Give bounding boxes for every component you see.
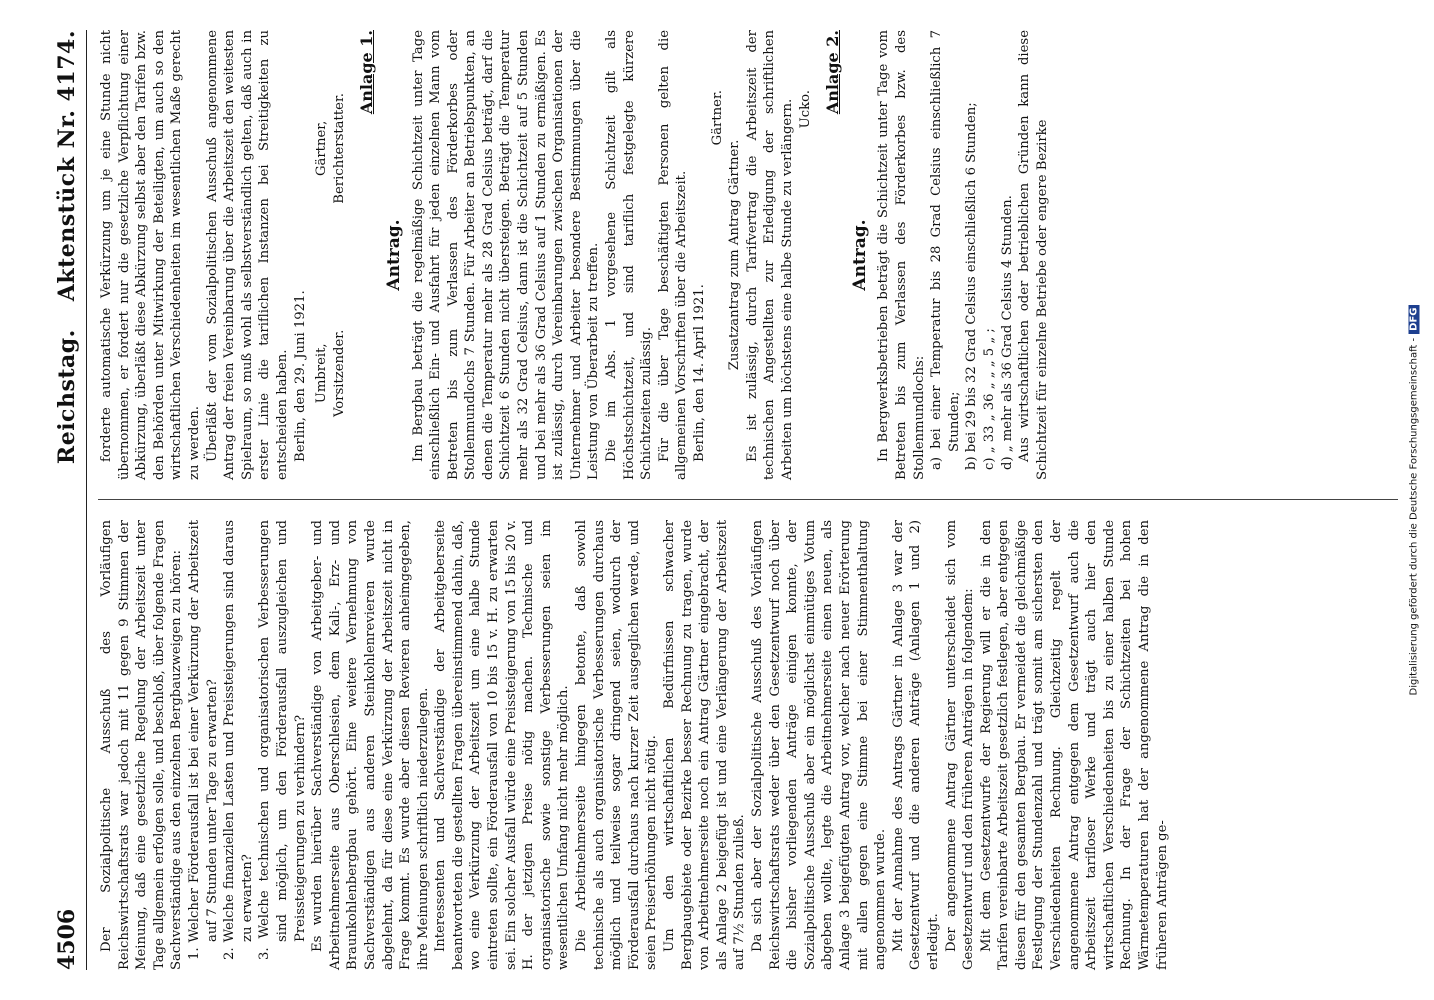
paragraph: Die Arbeitnehmerseite hingegen betonte, daß sowohl technische als auch organisatorische Verbesserungen durchaus möglich und teilweise sogar dringend seien, wodurch der Förderausfall durchaus nach kurzer Zeit ausgeglichen werde, und seien Preiserhöhungen nicht nötig. [574,520,660,970]
credit-text: Digitalisierung gefördert durch die Deutsche Forschungsgemeinschaft - [1408,337,1420,696]
document-page [50,30,1410,970]
paragraph: Der angenommene Antrag Gärtner unterscheidet sich vom Gesetzentwurf und den früheren Anträgen in folgendem: [943,520,977,970]
motion-heading: Antrag. [383,219,404,291]
paragraph: Aus wirtschaftlichen oder betrieblichen Gründen kann diese Schichtzeit für einzelne Betriebe oder engere Bezirke [1017,30,1050,480]
motion-heading: Antrag. [849,219,870,291]
paragraph: forderte automatische Verkürzung um je eine Stunde nicht übernommen, er fordert nur die gesetzliche Verpflichtung einer Abkürzung, überläßt diese Abkürzung selbst aber den Tarifen bzw. den Behörden unter Mitwirkung der Beteiligten, um auch so den wirtschaftlichen Verschiedenheiten im wesentlichen Maße gerecht zu werden. [99,30,202,480]
place-date: Berlin, den 14. April 1921. [692,284,707,462]
list-item: c) „ 33 „ 36 „ „ „ 5 „ ; [981,328,997,470]
title-left: Reichstag. [54,329,80,465]
digitization-credit [1409,50,1420,950]
column-divider [98,499,1398,500]
paragraph: Die im Abs. 1 vorgesehene Schichtzeit gilt als Höchstschichtzeit, und sind tariflich festgelegte kürzere Schichtzeiten zulässig. [604,30,655,480]
signature-reporter: Gärtner, Berichterstatter. [314,93,347,204]
paragraph: Es ist zulässig, durch Tarifvertrag die Arbeitszeit der technischen Angestellten zur Erledigung der schriftlichen Arbeiten um höchstens eine halbe Stunde zu verlängern. [744,30,795,480]
signature-block [313,30,348,480]
page-title [54,30,80,492]
page-number: 4506 [54,908,80,970]
signature: Ucko. [797,90,813,129]
paragraph: Für die über Tage beschäftigten Personen gelten die allgemeinen Vorschriften über die Arbeitszeit. [656,30,690,480]
paragraph: Es wurden hierüber Sachverständige von Arbeitgeber- und Arbeitnehmerseite aus Oberschlesien, dem Kali-, Erz- und Braunkohlenbergbau gehört. Eine weitere Vernehmung von Sachverständigen aus anderen Steinkohlenrevieren wurde abgelehnt, da für diese eine Verkürzung der Arbeitszeit nicht in Frage kommt. Es wurde aber diesen Revieren anheimgegeben, ihre Meinungen schriftlich niederzulegen. [310,520,431,970]
paragraph: In Bergwerksbetrieben beträgt die Schichtzeit unter Tage vom Betreten bis zum Verlassen des Förderkorbes bzw. des Stollenmundlochs: [876,30,927,480]
place-date: Berlin, den 29. Juni 1921. [292,290,308,462]
column-right [98,30,1051,480]
signature: Gärtner. [709,90,725,146]
list-item: b) bei 29 bis 32 Grad Celsius einschließlich 6 Stunden; [964,102,980,470]
signature-chair: Umbreit, Vorsitzender. [314,329,347,418]
list-item: a) bei einer Temperatur bis 28 Grad Celsius einschließlich 7 Stunden; [929,30,962,470]
question-3: 3. Welche technischen und organisatorischen Verbesserungen sind möglich, um den Förderausfall auszugleichen und Preissteigerungen zu verhindern? [257,520,308,960]
supplementary-motion-heading: Zusatzantrag zum Antrag Gärtner. [727,139,743,371]
page-header [50,30,87,970]
paragraph: Der Sozialpolitische Ausschuß des Vorläufigen Reichswirtschaftsrats war jedoch mit 11 gegen 9 Stimmen der Meinung, daß eine gesetzliche Regelung der Arbeitszeit unter Tage allgemein erfolgen solle, und beschloß, über folgende Fragen Sachverständige aus den einzelnen Bergbauzweigen zu hören: [99,520,185,970]
paragraph: Um den wirtschaftlichen Bedürfnissen schwacher Bergbaugebiete oder Bezirke besser Rechnung zu tragen, wurde von Arbeitnehmerseite noch ein Antrag Gärtner eingebracht, der als Anlage 2 beigefügt ist und eine Verlängerung der Arbeitszeit auf 7½ Stunden zuließ. [662,520,748,970]
dfg-logo: DFG [1409,305,1420,334]
annex-2-label: Anlage 2. [823,30,843,115]
paragraph: Mit dem Gesetzentwurfe der Regierung will er die in den Tarifen vereinbarte Arbeitszeit gesetzlich festlegen, aber entgegen diesen für den gesamten Bergbau. Er vermeidet die gleichmäßige Festlegung der Stundenzahl und trägt somit am sichersten den Verschiedenheiten Rechnung. Gleichzeitig regelt der angenommene Antrag entgegen dem Gesetzentwurf auch die Arbeitszeit tarifloser Werke und trägt auch hier den wirtschaftlichen Verschiedenheiten bis zu einer halben Stunde Rechnung. In der Frage der Schichtzeiten bei hohen Wärmetemperaturen hat der angenommene Antrag die in den früheren Anträgen ge- [978,520,1170,970]
column-left [98,520,1171,970]
list-item: d) „ mehr als 36 Grad Celsius 4 Stunden. [999,195,1015,470]
title-right: Aktenstück Nr. 4174. [54,30,80,302]
paragraph: Interessenten und Sachverständige der Arbeitgeberseite beantworteten die gestellten Fragen übereinstimmend dahin, daß, wo eine Verkürzung der Arbeitszeit um eine halbe Stunde eintreten sollte, ein Förderausfall von 10 bis 15 v. H. zu erwarten sei. Ein solcher Ausfall würde eine Preissteigerung von 15 bis 20 v. H. der jetzigen Preise nötig machen. Technische und organisatorische sowie sonstige Verbesserungen seien im wesentlichen Umfang nicht mehr möglich. [433,520,572,970]
paragraph: Da sich aber der Sozialpolitische Ausschuß des Vorläufigen Reichswirtschaftsrats weder über den Gesetzentwurf noch über die bisher vorliegenden Anträge einigen konnte, der Sozialpolitische Ausschuß aber ein möglichst einmütiges Votum abgeben wollte, legte die Arbeitnehmerseite einen neuen, als Anlage 3 beigefügten Antrag vor, welcher nach neuer Erörterung mit allen gegen eine Stimme bei einer Stimmenthaltung angenommen wurde. [749,520,889,970]
question-1: 1. Welcher Förderausfall ist bei einer Verkürzung der Arbeitszeit auf 7 Stunden unter Tage zu erwarten? [186,520,220,960]
paragraph: Mit der Annahme des Antrags Gärtner in Anlage 3 war der Gesetzentwurf und die anderen Anträge (Anlagen 1 und 2) erledigt. [890,520,941,970]
annex-1-label: Anlage 1. [357,30,377,115]
question-2: 2. Welche finanziellen Lasten und Preissteigerungen sind daraus zu erwarten? [222,520,255,960]
paragraph: Überläßt der vom Sozialpolitischen Ausschuß angenommene Antrag der freien Vereinbarung über die Arbeitszeit den weitesten Spielraum, so muß wohl als selbstverständlich gelten, daß auch in erster Linie die tariflichen Instanzen bei Streitigkeiten zu entscheiden haben. [204,30,290,480]
paragraph: Im Bergbau beträgt die regelmäßige Schichtzeit unter Tage einschließlich Ein- und Ausfahrt für jeden einzelnen Mann vom Betreten bis zum Verlassen des Förderkorbes oder Stollenmundlochs 7 Stunden. Für Arbeiter an Betriebspunkten, an denen die Temperatur mehr als 28 Grad Celsius beträgt, darf die Schichtzeit 6 Stunden nicht übersteigen. Beträgt die Temperatur mehr als 32 Grad Celsius, dann ist die Schichtzeit auf 5 Stunden und bei mehr als 36 Grad Celsius auf 1 Stunden zu ermäßigen. Es ist zulässig, durch Vereinbarungen zwischen Organisationen der Unternehmer und Arbeiter besondere Bestimmungen über die Leistung von Überarbeit zu treffen. [410,30,602,480]
